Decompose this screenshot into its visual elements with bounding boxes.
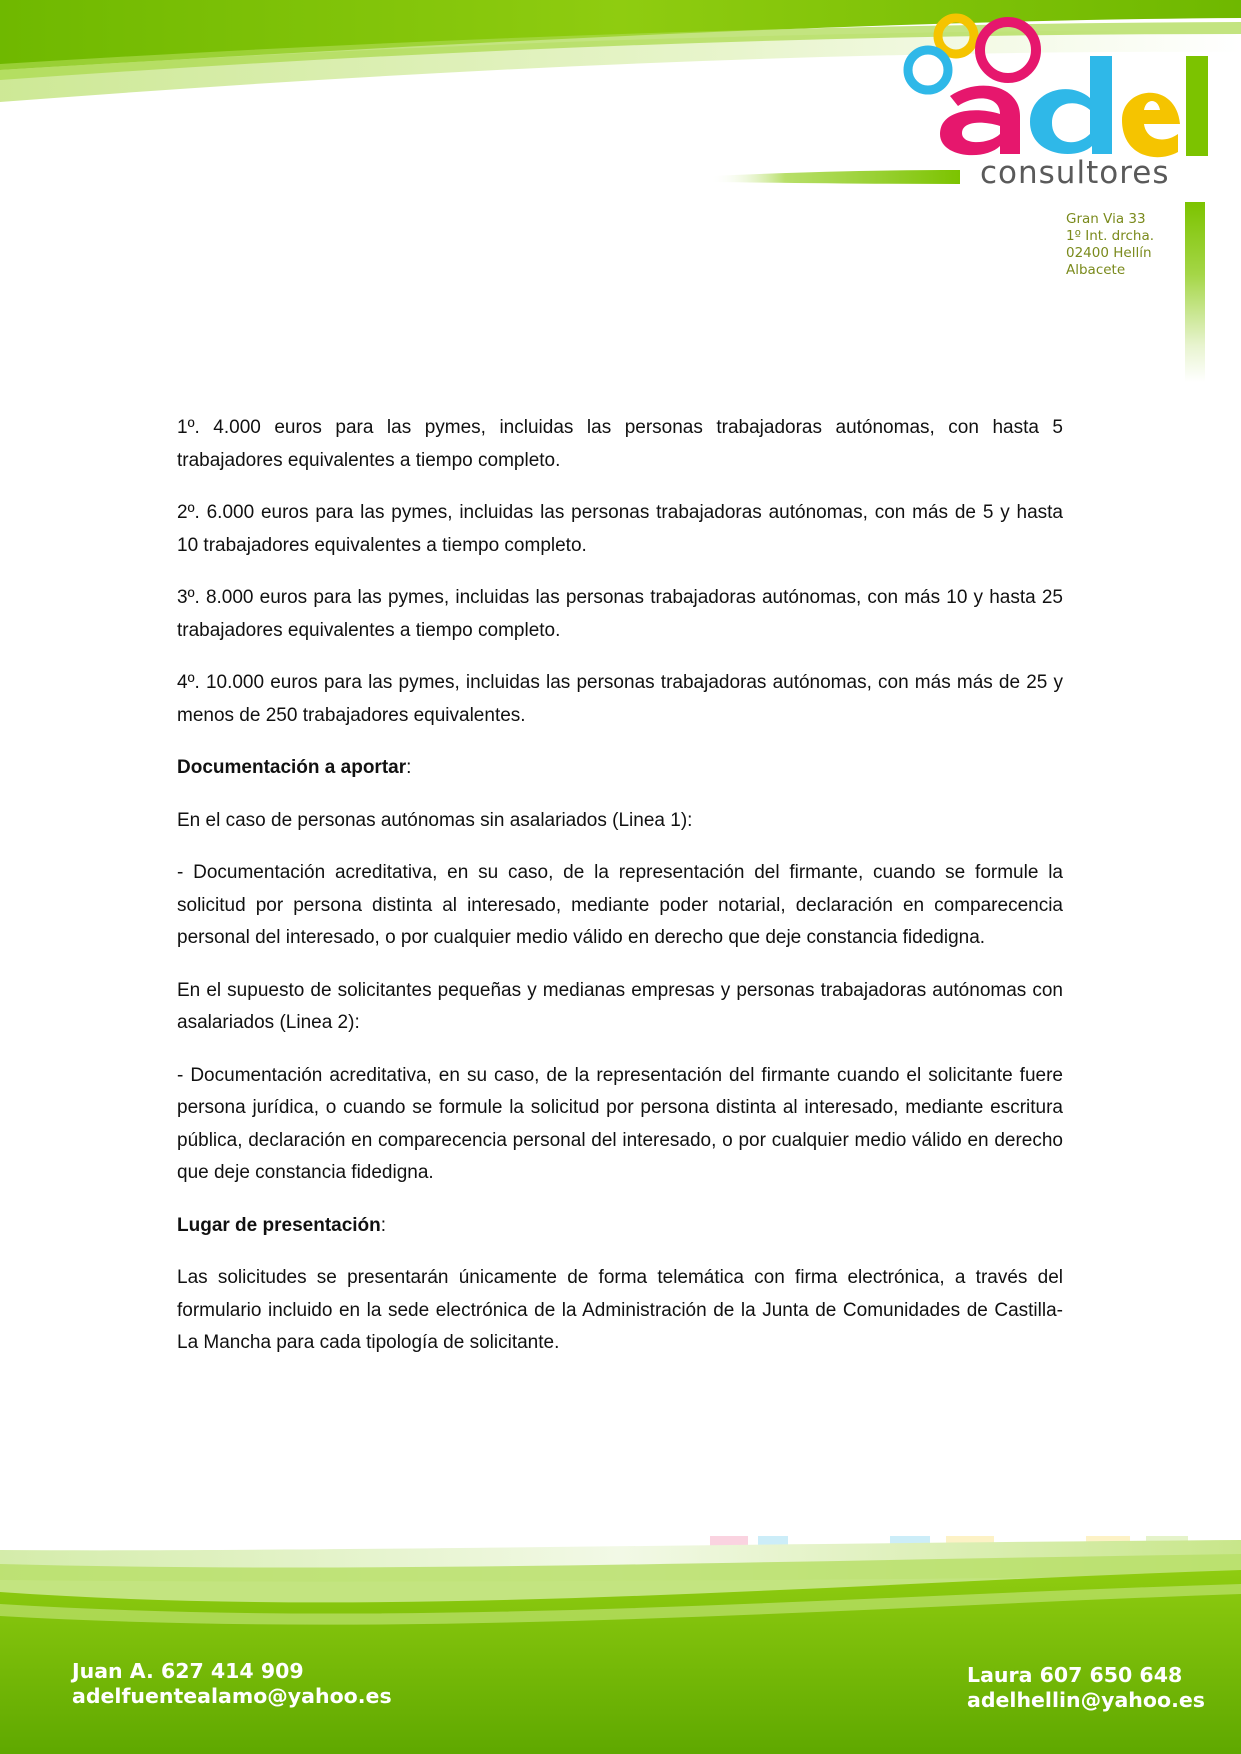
address-line: 02400 Hellín <box>1066 245 1152 261</box>
footer-contact-right <box>967 1663 1205 1713</box>
paragraph-tier-1: 1º. 4.000 euros para las pymes, incluidas las personas trabajadoras autónomas, con hasta 5 trabajadores equivalentes a tiempo completo. <box>177 417 1063 471</box>
paragraph-linea1-intro: En el caso de personas autónomas sin asalariados (Linea 1): <box>177 809 693 831</box>
contact-name-phone: Juan A. 627 414 909 <box>72 1659 304 1683</box>
heading-colon: : <box>380 1214 387 1236</box>
paragraph-tier-2: 2º. 6.000 euros para las pymes, incluidas las personas trabajadoras autónomas, con más de 5 y hasta 10 trabajadores equivalentes a tiempo completo. <box>177 502 1063 556</box>
paragraph-tier-4: 4º. 10.000 euros para las pymes, incluidas las personas trabajadoras autónomas, con más más de 25 y menos de 250 trabajadores equivalentes. <box>177 672 1063 726</box>
paragraph-tier-3: 3º. 8.000 euros para las pymes, incluidas las personas trabajadoras autónomas, con más 10 y hasta 25 trabajadores equivalentes a tiempo completo. <box>177 587 1063 641</box>
address-line: 1º Int. drcha. <box>1066 228 1155 244</box>
paragraph-linea2-item: - Documentación acreditativa, en su caso, de la representación del firmante cuando el solicitante fuere persona jurídica, o cuando se formule la solicitud por persona distinta al interesado, mediante escritura pública, declaración en comparecencia personal del interesado, o por cualquier medio válido en derecho que deje constancia fidedigna. <box>177 1064 1063 1183</box>
footer-graphic <box>0 1520 1241 1754</box>
section-heading-documentation <box>177 752 1063 785</box>
paragraph-linea1-item: - Documentación acreditativa, en su caso, de la representación del firmante, cuando se formule la solicitud por persona distinta al interesado, mediante poder notarial, declaración en comparecencia personal del interesado, o por cualquier medio válido en derecho que deje constancia fidedigna. <box>177 862 1063 948</box>
paragraph-place-text: Las solicitudes se presentarán únicamente de forma telemática con firma electrónica, a través del formulario incluido en la sede electrónica de la Administración de la Junta de Comunidades de Castilla- La Mancha para cada tipología de solicitante. <box>177 1267 1063 1353</box>
footer-contact-left <box>72 1659 392 1709</box>
address-line: Gran Via 33 <box>1066 211 1146 227</box>
contact-email[interactable]: adelfuentealamo@yahoo.es <box>72 1684 392 1708</box>
contact-name-phone: Laura 607 650 648 <box>967 1663 1183 1687</box>
section-heading-place <box>177 1210 1063 1243</box>
contact-email[interactable]: adelhellin@yahoo.es <box>967 1688 1205 1712</box>
address-line: Albacete <box>1066 262 1126 278</box>
document-body <box>177 412 1063 1380</box>
header-side-bar <box>1185 202 1205 382</box>
heading-text: Documentación a aportar <box>177 757 407 778</box>
paragraph-linea2-intro: En el supuesto de solicitantes pequeñas y medianas empresas y personas trabajadoras autónomas con asalariados (Linea 2): <box>177 979 1063 1033</box>
heading-text: Lugar de presentación <box>177 1214 381 1236</box>
company-address <box>1066 211 1154 279</box>
heading-colon: : <box>406 757 412 778</box>
logo-subtitle: consultores <box>980 155 1170 191</box>
